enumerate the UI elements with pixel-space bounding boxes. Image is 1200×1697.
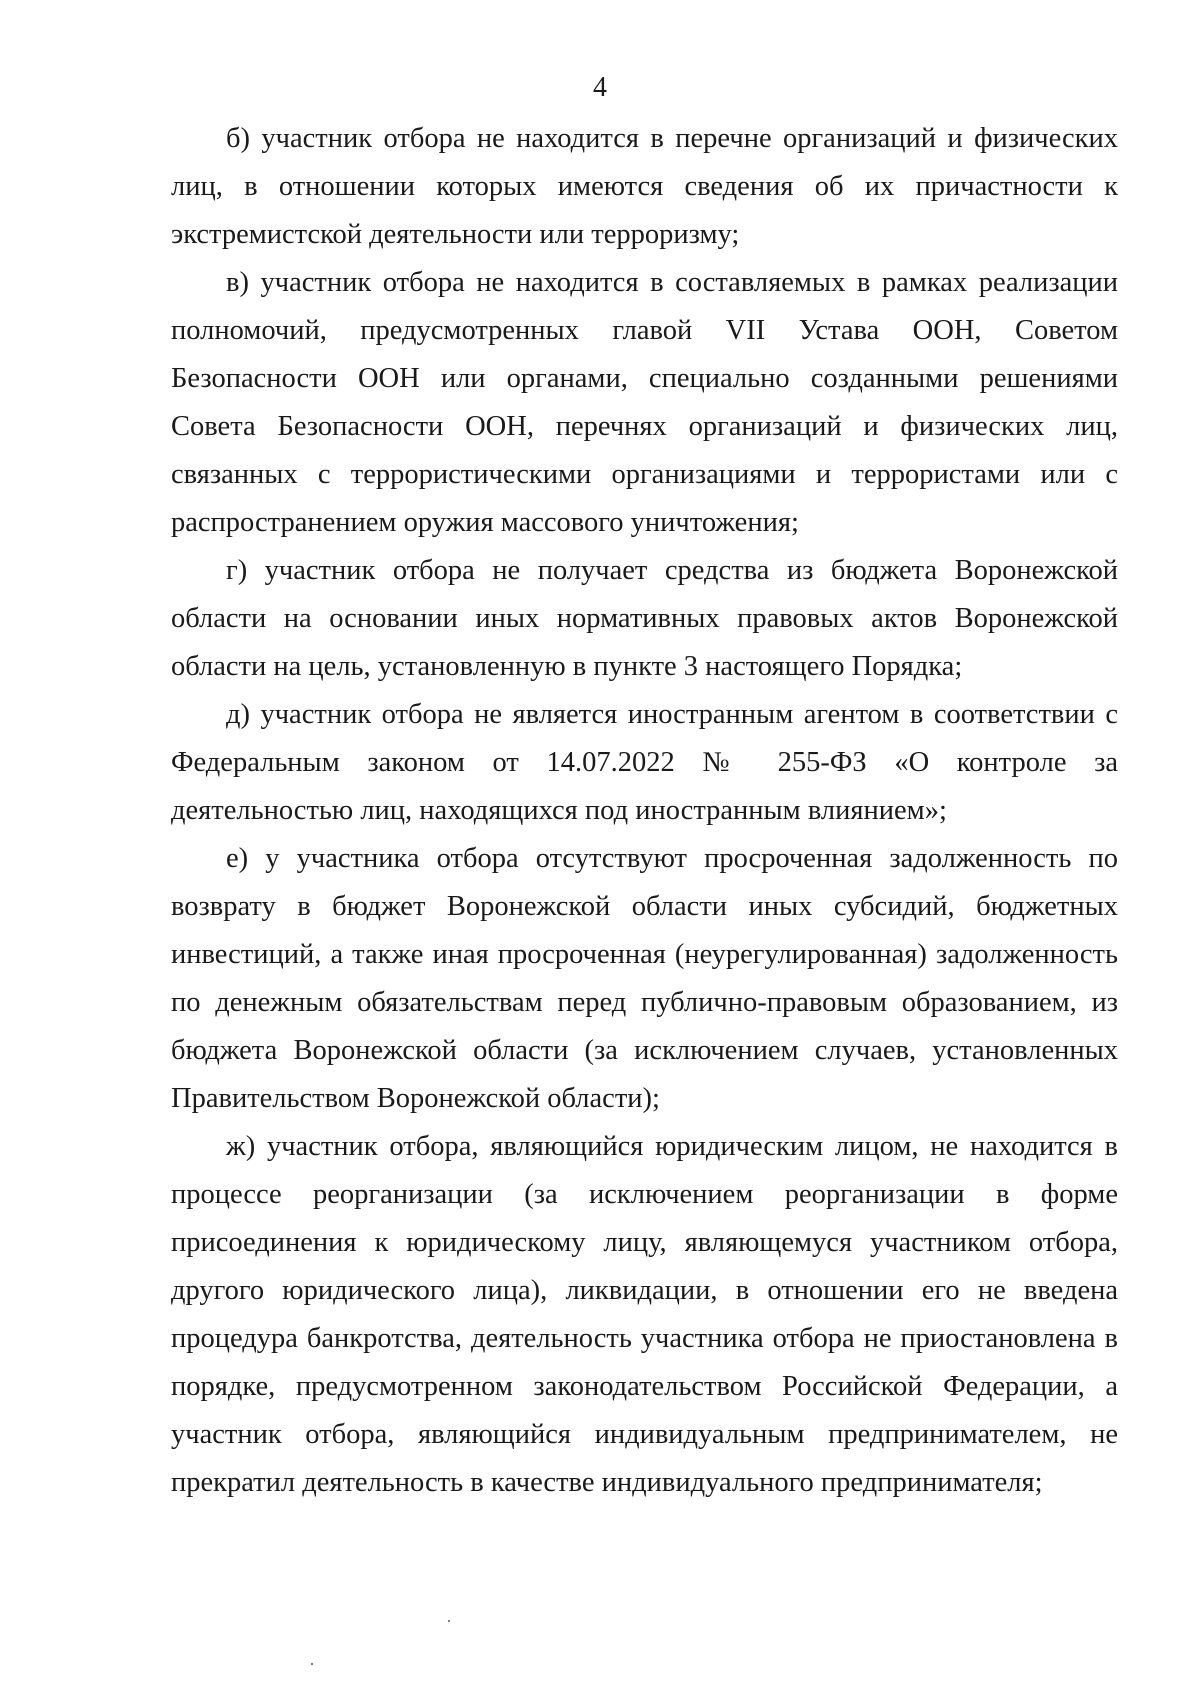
list-item-d: д) участник отбора не является иностранным агентом в соответствии с Федеральным законом от 14.07.2022 № 255-ФЗ «О контроле за деятельностью лиц, находящихся под иностранным влиянием»; [171,699,1118,826]
list-item-g: г) участник отбора не получает средства из бюджета Воронежской области на основании иных нормативных правовых актов Воронежской области на цель, установленную в пункте 3 настоящего Порядка; [171,555,1118,682]
list-item-zh: ж) участник отбора, являющийся юридическим лицом, не находится в процессе реорганизации (за исключением реорганизации в форме присоединения к юридическому лицу, являющемуся участником отбора, другого юридического лица), ликвидации, в отношении его не введена процедура банкротства, деятельность участника отбора не приостановлена в порядке, предусмотренном законодательством Российской Федерации, а участник отбора, являющийся индивидуальным предпринимателем, не прекратил деятельность в качестве индивидуального предпринимателя; [171,1131,1118,1498]
list-item-e: е) у участника отбора отсутствуют просроченная задолженность по возврату в бюджет Воронежской области иных субсидий, бюджетных инвестиций, а также иная просроченная (неурегулированная) задолженность по денежным обязательствам перед публично-правовым образованием, из бюджета Воронежской области (за исключением случаев, установленных Правительством Воронежской области); [171,843,1118,1114]
document-body [171,115,1118,1507]
page-number: 4 [593,72,607,103]
list-item-v: в) участник отбора не находится в составляемых в рамках реализации полномочий, предусмотренных главой VII Устава ООН, Советом Безопасности ООН или органами, специально созданными решениями Совета Безопасности ООН, перечнях организаций и физических лиц, связанных с террористическими организациями и террористами или с распространением оружия массового уничтожения; [171,267,1118,538]
scan-speck [311,1663,313,1665]
scan-speck [448,1620,450,1622]
list-item-b: б) участник отбора не находится в перечне организаций и физических лиц, в отношении которых имеются сведения об их причастности к экстремистской деятельности или терроризму; [171,123,1118,250]
